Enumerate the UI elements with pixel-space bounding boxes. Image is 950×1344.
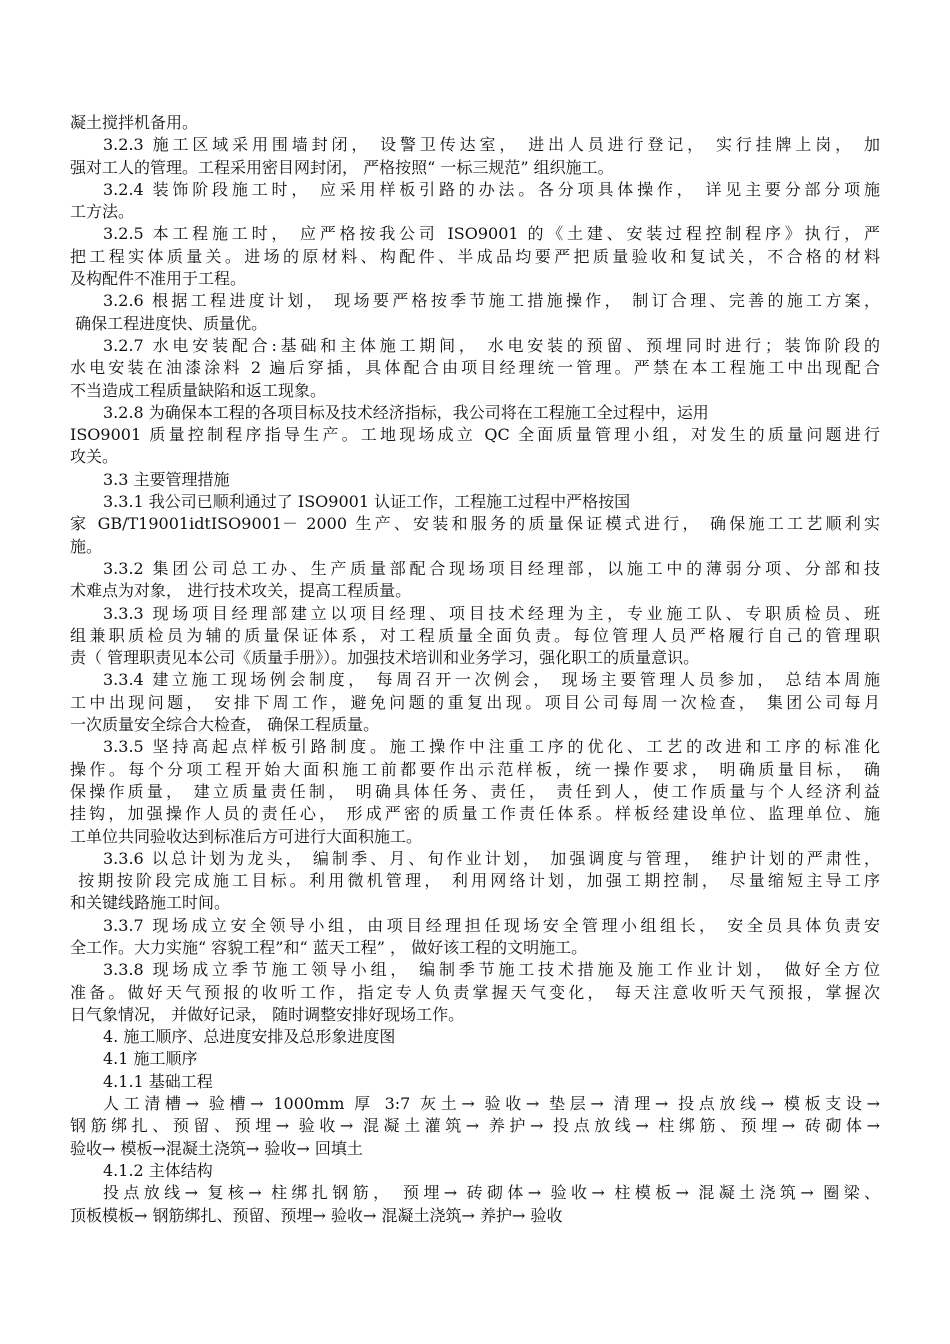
text-line: 3.3.6 以总计划为龙头， 编制季、月、旬作业计划， 加强调度与管理， 维护计划的严肃性， (103, 848, 880, 868)
text-line: 3.3.2 集团公司总工办、生产质量部配合现场项目经理部，以施工中的薄弱分项、分部和技 (103, 558, 880, 578)
text-line: 攻关。 (70, 447, 119, 467)
text-line: 3.2.8 为确保本工程的各项目标及技术经济指标，我公司将在工程施工全过程中，运用 (103, 402, 709, 422)
text-line: 人工清槽→ 验槽→ 1000mm 厚 3:7 灰土→ 验收→ 垫层→ 清理→ 投点放线→ 模板支设→ (103, 1094, 880, 1114)
text-line: 3.3.7 现场成立安全领导小组，由项目经理担任现场安全管理小组组长， 安全员具体负责安 (103, 915, 880, 935)
text-line: 验收→ 模板→混凝土浇筑→ 验收→ 回填土 (70, 1138, 363, 1158)
text-line: 3.2.6 根据工程进度计划， 现场要严格按季节施工措施操作， 制订合理、完善的施工方案， (103, 291, 880, 311)
text-line: 操作。每个分项工程开始大面积施工前都要作出示范样板，统一操作要求， 明确质量目标， 确 (70, 759, 880, 779)
text-line: 工单位共同验收达到标准后方可进行大面积施工。 (70, 826, 423, 846)
text-line: 3.2.4 装饰阶段施工时， 应采用样板引路的办法。各分项具体操作， 详见主要分部分项施 (103, 179, 880, 199)
text-line: 保操作质量， 建立质量责任制， 明确具体任务、责任， 责任到人，使工作质量与个人经济利益 (70, 781, 880, 801)
text-line: 3.3 主要管理措施 (103, 469, 230, 489)
text-line: 日气象情况， 并做好记录， 随时调整安排好现场工作。 (70, 1004, 465, 1024)
text-line: 3.3.8 现场成立季节施工领导小组， 编制季节施工技术措施及施工作业计划， 做好全方位 (103, 960, 880, 980)
text-line: 强对工人的管理。工程采用密目网封闭， 严格按照“ 一标三规范” 组织施工。 (70, 157, 614, 177)
text-line: 全工作。大力实施“ 容貌工程”和“ 蓝天工程” ， 做好该工程的文明施工。 (70, 937, 588, 957)
text-line: 4.1.2 主体结构 (103, 1160, 213, 1180)
text-line: 4.1 施工顺序 (103, 1049, 198, 1069)
text-line: 钢筋绑扎、预留、预埋→ 验收→ 混凝土灌筑→ 养护→ 投点放线→ 柱绑筋、预埋→ 砖砌体→ (70, 1116, 880, 1136)
text-line: 一次质量安全综合大检查， 确保工程质量。 (70, 715, 380, 735)
text-line: 施。 (70, 536, 103, 556)
text-line: ISO9001 质量控制程序指导生产。工地现场成立 QC 全面质量管理小组，对发生的质量问题进行 (70, 425, 880, 445)
text-line: 水电安装在油漆涂料 2 遍后穿插，具体配合由项目经理统一管理。严禁在本工程施工中出现配合 (70, 358, 880, 378)
text-line: 3.3.4 建立施工现场例会制度， 每周召开一次例会， 现场主要管理人员参加， 总结本周施 (103, 670, 880, 690)
text-line: 组兼职质检员为辅的质量保证体系，对工程质量全面负责。每位管理人员严格履行自己的管理职 (70, 625, 880, 645)
text-line: 确保工程进度快、质量优。 (70, 313, 268, 333)
text-line: 准备。做好天气预报的收听工作，指定专人负责掌握天气变化， 每天注意收听天气预报，掌握次 (70, 982, 880, 1002)
text-line: 凝土搅拌机备用。 (70, 113, 199, 132)
text-line: 责（ 管理职责见本公司《质量手册》）。加强技术培训和业务学习，强化职工的质量意识。 (70, 648, 700, 668)
text-line: 术难点为对象， 进行技术攻关，提高工程质量。 (70, 581, 412, 601)
text-line: 不当造成工程质量缺陷和返工现象。 (70, 380, 327, 400)
text-line: 4.1.1 基础工程 (103, 1071, 213, 1091)
text-line: 把工程实体质量关。进场的原材料、构配件、半成品均要严把质量验收和复试关，不合格的材料 (70, 246, 880, 266)
text-line: 3.3.3 现场项目经理部建立以项目经理、项目技术经理为主，专业施工队、专职质检员、班 (103, 603, 880, 623)
text-line: 3.2.3 施工区域采用围墙封闭， 设警卫传达室， 进出人员进行登记， 实行挂牌上岗， 加 (103, 135, 880, 155)
text-line: 按期按阶段完成施工目标。利用微机管理， 利用网络计划，加强工期控制， 尽量缩短主导工序 (70, 871, 880, 891)
text-line: 3.3.1 我公司已顺利通过了 ISO9001 认证工作，工程施工过程中严格按国 (103, 492, 631, 512)
text-line: 工方法。 (70, 202, 135, 222)
text-line: 3.2.5 本工程施工时， 应严格按我公司 ISO9001 的《土建、安装过程控制程序》执行，严 (103, 224, 880, 244)
text-line: 投点放线→ 复核→ 柱绑扎钢筋， 预埋→ 砖砌体→ 验收→ 柱模板→ 混凝土浇筑→ 圈梁、 (103, 1183, 880, 1203)
text-line: 挂钩，加强操作人员的责任心， 形成严密的质量工作责任体系。样板经建设单位、监理单位、施 (70, 804, 880, 824)
text-line: 顶板模板→ 钢筋绑扎、预留、预埋→ 验收→ 混凝土浇筑→ 养护→ 验收 (70, 1205, 563, 1225)
text-line: 工中出现问题， 安排下周工作，避免问题的重复出现。项目公司每周一次检查， 集团公司每月 (70, 692, 880, 712)
text-line: 家 GB/T19001idtISO9001－ 2000 生产、安装和服务的质量保证模式进行， 确保施工工艺顺利实 (70, 514, 880, 534)
text-line: 4. 施工顺序、总进度安排及总形象进度图 (103, 1027, 396, 1047)
text-line: 3.3.5 坚持高起点样板引路制度。施工操作中注重工序的优化、工艺的改进和工序的标准化 (103, 737, 880, 757)
text-line: 及构配件不准用于工程。 (70, 269, 247, 289)
text-line: 和关键线路施工时间。 (70, 893, 231, 913)
text-line: 3.2.7 水电安装配合:基础和主体施工期间， 水电安装的预留、预埋同时进行；装饰阶段的 (103, 335, 880, 355)
